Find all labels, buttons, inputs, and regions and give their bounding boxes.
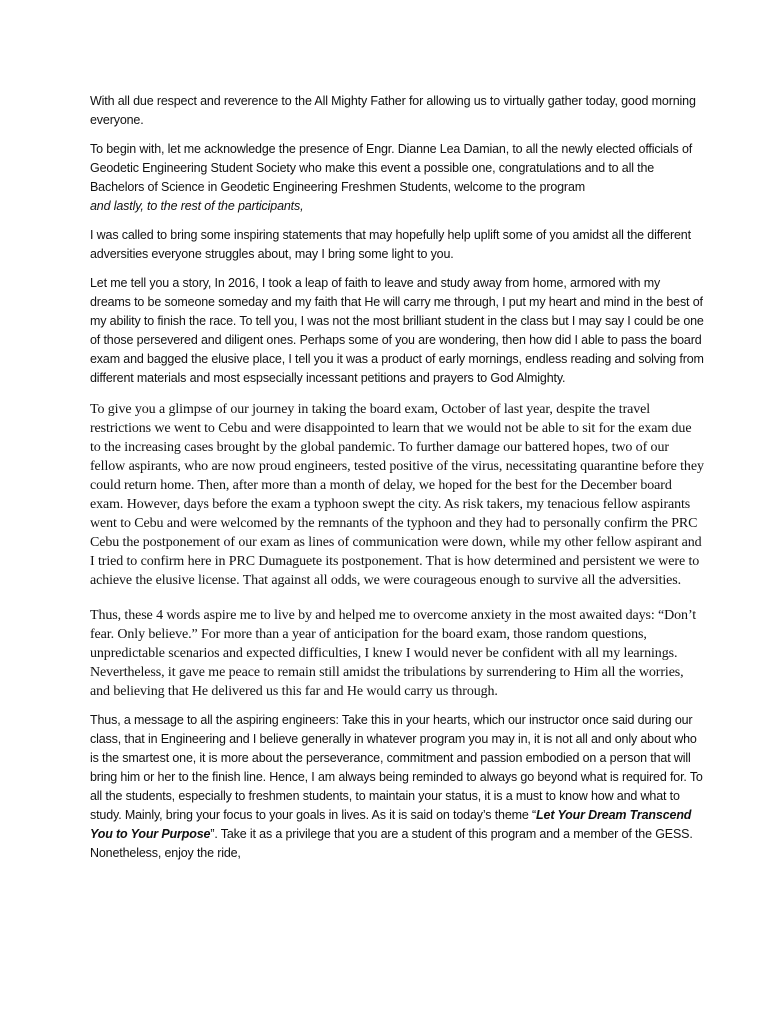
message-text: Thus, a message to all the aspiring engineers: Take this in your hearts, which our instructor once said during our class, that in Engineering and I believe generally in whatever program you may in, it is not all and only about who is the smartest one, it is more about the perseverance, commitment and passion embodied on a person that will bring him or her to the finish line. Hence, I am always being reminded to always go beyond what is required for. To all the students, especially to freshmen students, to maintain your status, it is a must to know how and what to study. Mainly, bring your focus to your goals in lives. As it is said on today’s theme “ [90,713,703,822]
four-words-paragraph: Thus, these 4 words aspire me to live by and helped me to overcome anxiety in the most awaited days: “Don’t fear. Only believe.” For more than a year of anticipation for the board exam, those random questions, unpredictable scenarios and expected difficulties, I knew I would never be confident with all my learnings. Nevertheless, it gave me peace to remain still amidst the tribulations by surrendering to Him all the worries, and believing that He delivered us this far and He would carry us through. [90,608,697,699]
story-paragraph: Let me tell you a story, In 2016, I took a leap of faith to leave and study away from home, armored with my dreams to be someone someday and my faith that He will carry me through, I put my heart and mind in the best of my ability to finish the race. To tell you, I was not the most brilliant student in the class but I may say I could be one of those persevered and diligent ones. Perhaps some of you are wondering, then how did I able to pass the board exam and bagged the elusive place, I tell you it was a product of early mornings, endless reading and solving from different materials and most espsecially incessant petitions and prayers to God Almighty. [90,276,704,385]
acknowledgement-italic-text: and lastly, to the rest of the participants, [90,199,304,213]
acknowledgement-paragraph [90,140,704,216]
purpose-paragraph: I was called to bring some inspiring statements that may hopefully help uplift some of you amidst all the different adversities everyone struggles about, may I bring some light to you. [90,228,691,261]
theme-text: Let Your Dream Transcend You to Your Purpose [90,808,692,841]
message-closing-text: ”. Take it as a privilege that you are a student of this program and a member of the GESS. Nonetheless, enjoy the ride, [90,827,693,860]
journey-paragraph: To give you a glimpse of our journey in taking the board exam, October of last year, despite the travel restrictions we went to Cebu and were disappointed to learn that we would not be able to sit for the exam due to the increasing cases brought by the global pandemic. To further damage our battered hopes, two of our fellow aspirants, who are now proud engineers, tested positive of the virus, necessitating quarantine before they could return home. Then, after more than a month of delay, we hoped for the best for the December board exam. However, days before the exam a typhoon swept the city. As risk takers, my tenacious fellow aspirants went to Cebu and were welcomed by the remnants of the typhoon and they had to personally confirm the PRC Cebu the postponement of our exam as lines of communication were down, while my other fellow aspirant and I tried to confirm here in PRC Dumaguete its postponement. That is how determined and persistent we were to achieve the elusive license. That against all odds, we were courageous enough to survive all the adversities. [90,402,704,588]
message-paragraph [90,711,704,863]
greeting-paragraph: With all due respect and reverence to the All Mighty Father for allowing us to virtually gather today, good morning everyone. [90,94,696,127]
acknowledgement-text: To begin with, let me acknowledge the presence of Engr. Dianne Lea Damian, to all the newly elected officials of Geodetic Engineering Student Society who make this event a possible one, congratulations and to all the Bachelors of Science in Geodetic Engineering Freshmen Students, welcome to the program [90,142,693,194]
